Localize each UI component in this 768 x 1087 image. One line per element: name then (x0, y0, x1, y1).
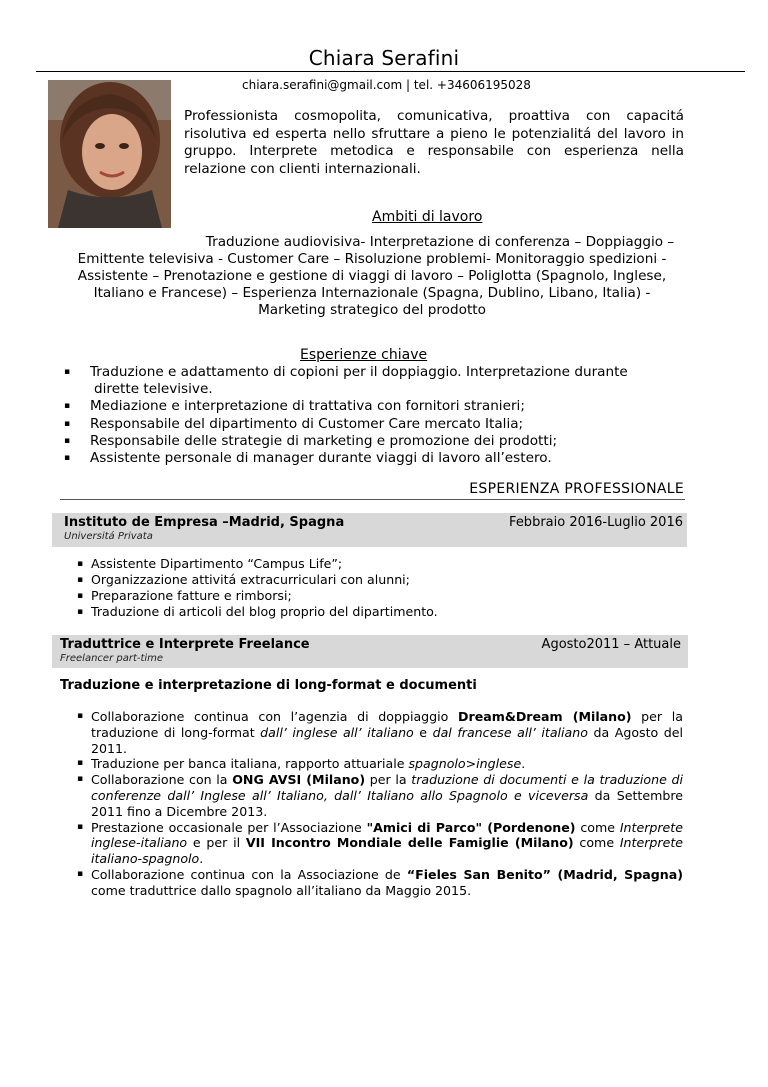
section-title-professional: ESPERIENZA PROFESSIONALE (469, 481, 684, 497)
list-item-continuation (62, 381, 702, 398)
list-item-text: dirette televisive. (94, 381, 213, 398)
contact-line: chiara.serafini@gmail.com | tel. +34606195028 (242, 78, 531, 92)
square-bullet-icon: ▪ (77, 711, 84, 721)
ambiti-line: Marketing strategico del prodotto (258, 302, 486, 318)
section-title-esperienze: Esperienze chiave (300, 347, 428, 363)
section-title-ambiti: Ambiti di lavoro (372, 209, 483, 225)
list-item (77, 588, 677, 604)
list-item-text: Traduzione di articoli del blog proprio del dipartimento. (91, 604, 438, 619)
job-title: Traduttrice e Interprete Freelance (60, 637, 310, 652)
key-experience-list (62, 364, 702, 467)
ambiti-text (52, 234, 692, 319)
list-item (62, 450, 702, 467)
list-item-text: Preparazione fatture e rimborsi; (91, 588, 292, 603)
profile-summary: Professionista cosmopolita, comunicativa, proattiva con capacitá risolutiva ed esperta nello sfruttare a pieno le potenzialitá del lavoro in gruppo. Interprete metodica e responsabile con esperienza nella relazione con clienti internazionali. (184, 108, 684, 177)
square-bullet-icon: ▪ (77, 774, 84, 785)
list-item-text: Responsabile delle strategie di marketing e promozione dei prodotti; (90, 432, 558, 449)
list-item (62, 364, 702, 381)
list-item: ▪ Collaborazione continua con la Associazione de “Fieles San Benito” (Madrid, Spagna) come traduttrice dallo spagnolo all’italiano da Maggio 2015. (77, 866, 683, 898)
section-divider (60, 499, 685, 500)
list-item-text: Organizzazione attivitá extracurriculari con alunni; (91, 572, 410, 587)
list-item-text: Responsabile del dipartimento di Customer Care mercato Italia; (90, 415, 524, 432)
list-item-text: Traduzione e adattamento di copioni per il doppiaggio. Interpretazione durante (90, 364, 628, 380)
job-header-band (52, 513, 687, 547)
list-item (77, 572, 677, 588)
profile-photo (48, 80, 171, 228)
square-bullet-icon: ▪ (77, 868, 84, 879)
square-bullet-icon: ▪ (64, 435, 71, 446)
job-duties-list (77, 709, 683, 899)
list-item: ▪ Traduzione per banca italiana, rapporto attuariale spagnolo>inglese. (77, 756, 526, 772)
square-bullet-icon: ▪ (77, 821, 84, 832)
job-dates: Agosto2011 – Attuale (541, 637, 681, 652)
ambiti-line: Emittente televisiva - Customer Care – Risoluzione problemi- Monitoraggio spedizioni - (77, 251, 667, 267)
job-dates: Febbraio 2016-Luglio 2016 (509, 515, 683, 530)
square-bullet-icon: ▪ (77, 591, 84, 601)
profile-photo-image (48, 80, 171, 228)
list-item (62, 433, 702, 450)
square-bullet-icon: ▪ (64, 367, 71, 377)
job-employer: Instituto de Empresa –Madrid, Spagna (64, 515, 345, 530)
list-item: ▪ Collaborazione con la ONG AVSI (Milano) per la traduzione di documenti e la traduzione di conferenze dall’ Inglese all’ Italiano, dall’ Italiano allo Spagnolo e viceversa da Settembre 2011 fino a Dicembre 2013. (77, 772, 683, 819)
square-bullet-icon: ▪ (77, 559, 84, 569)
list-item (62, 416, 702, 433)
list-item-text: Mediazione e interpretazione di trattativa con fornitori stranieri; (90, 398, 525, 415)
square-bullet-icon: ▪ (64, 418, 71, 429)
square-bullet-icon: ▪ (64, 401, 71, 412)
square-bullet-icon: ▪ (77, 758, 84, 769)
square-bullet-icon: ▪ (77, 575, 84, 585)
ambiti-line: Traduzione audiovisiva- Interpretazione di conferenza – Doppiaggio – (205, 234, 675, 250)
square-bullet-icon: ▪ (77, 607, 84, 617)
list-item: ▪ Collaborazione continua con l’agenzia di doppiaggio Dream&Dream (Milano) per la traduzione di long-format dall’ inglese all’ italiano e dal francese all’ italiano da Agosto del 2011. (77, 709, 684, 756)
list-item-text: Assistente Dipartimento “Campus Life”; (91, 556, 343, 571)
header-divider (36, 71, 745, 72)
ambiti-line: Italiano e Francese) – Esperienza Internazionale (Spagna, Dublino, Libano, Italia) - (93, 285, 651, 301)
job-type: Freelancer part-time (60, 653, 164, 664)
list-item-text: Assistente personale di manager durante viaggi di lavoro all’estero. (90, 450, 552, 467)
job-duties-list (77, 556, 677, 620)
list-item: ▪ Prestazione occasionale per l’Associazione "Amici di Parco" (Pordenone) come Interprete inglese-italiano e per il VII Incontro Mondiale delle Famiglie (Milano) come Interprete italiano-spagnolo. (77, 819, 684, 867)
list-item (77, 556, 677, 572)
candidate-name: Chiara Serafini (308, 46, 460, 70)
list-item (77, 604, 677, 620)
ambiti-line: Assistente – Prenotazione e gestione di viaggi di lavoro – Poliglotta (Spagnolo, Inglese, (77, 268, 667, 284)
job-header-band (52, 635, 688, 668)
job-type: Universitá Privata (64, 531, 153, 542)
job-subheading: Traduzione e interpretazione di long-format e documenti (60, 678, 477, 693)
square-bullet-icon: ▪ (64, 453, 71, 464)
list-item (62, 398, 702, 415)
